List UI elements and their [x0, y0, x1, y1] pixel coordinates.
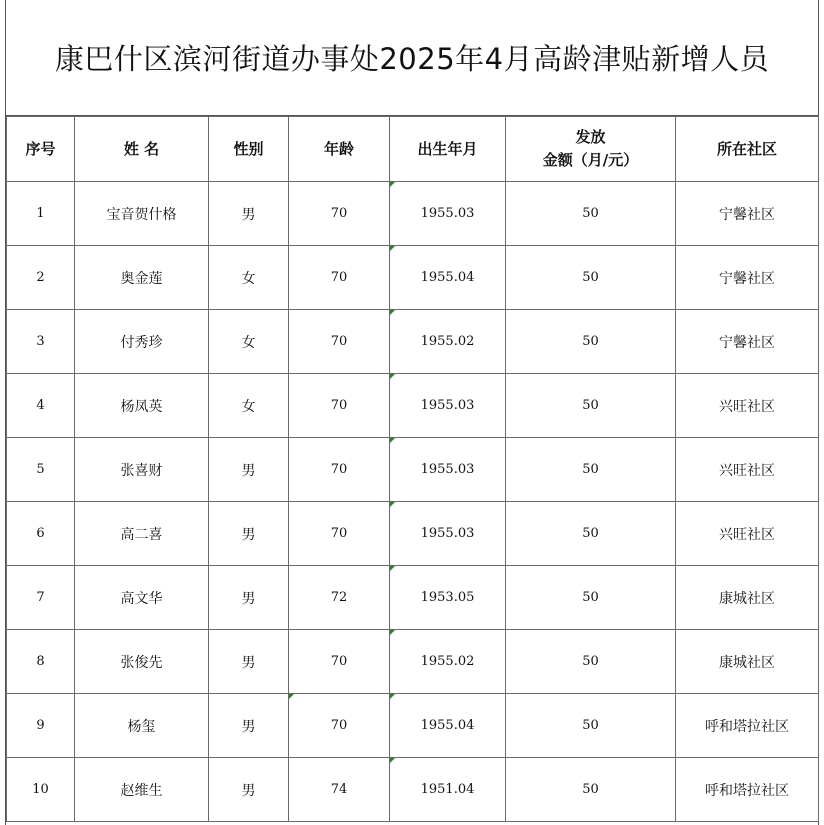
- header-gender: 性别: [209, 117, 289, 182]
- table-row: [7, 630, 819, 694]
- cell-community[interactable]: 康城社区: [676, 566, 819, 630]
- cell-index[interactable]: 6: [7, 502, 75, 566]
- cell-community[interactable]: 宁馨社区: [676, 182, 819, 246]
- cell-community[interactable]: 康城社区: [676, 630, 819, 694]
- cell-amount[interactable]: 50: [506, 374, 676, 438]
- subsidy-table: [6, 116, 819, 822]
- cell-marker: [390, 758, 395, 763]
- cell-age[interactable]: 72: [289, 566, 390, 630]
- cell-community[interactable]: 兴旺社区: [676, 502, 819, 566]
- table-row: [7, 438, 819, 502]
- cell-gender[interactable]: 男: [209, 502, 289, 566]
- cell-index[interactable]: 5: [7, 438, 75, 502]
- header-amount-line2: 金额（月/元）: [542, 151, 639, 169]
- table-row: [7, 694, 819, 758]
- cell-name[interactable]: 杨玺: [75, 694, 209, 758]
- cell-gender[interactable]: 女: [209, 310, 289, 374]
- cell-birth-text: 1953.05: [420, 590, 475, 605]
- cell-age[interactable]: 70: [289, 182, 390, 246]
- header-name: 姓 名: [75, 117, 209, 182]
- cell-birth-text: 1951.04: [420, 782, 475, 797]
- cell-amount[interactable]: 50: [506, 758, 676, 822]
- cell-community[interactable]: 呼和塔拉社区: [676, 758, 819, 822]
- cell-birth[interactable]: [390, 438, 506, 502]
- cell-birth-text: 1955.02: [420, 334, 475, 349]
- cell-index[interactable]: 4: [7, 374, 75, 438]
- cell-amount[interactable]: 50: [506, 694, 676, 758]
- cell-marker: [390, 246, 395, 251]
- spreadsheet-page: [5, 0, 819, 825]
- cell-birth[interactable]: [390, 630, 506, 694]
- cell-marker: [390, 182, 395, 187]
- cell-marker: [390, 374, 395, 379]
- header-amount-line1: 发放: [575, 128, 606, 146]
- cell-amount[interactable]: 50: [506, 630, 676, 694]
- header-row: [7, 117, 819, 182]
- cell-index[interactable]: 7: [7, 566, 75, 630]
- table-row: [7, 182, 819, 246]
- table-row: [7, 374, 819, 438]
- cell-amount[interactable]: 50: [506, 566, 676, 630]
- cell-birth[interactable]: [390, 566, 506, 630]
- cell-amount[interactable]: 50: [506, 246, 676, 310]
- cell-birth-text: 1955.03: [420, 398, 475, 413]
- cell-name[interactable]: 张俊先: [75, 630, 209, 694]
- cell-birth[interactable]: [390, 694, 506, 758]
- cell-community[interactable]: 兴旺社区: [676, 438, 819, 502]
- header-age: 年龄: [289, 117, 390, 182]
- cell-amount[interactable]: 50: [506, 182, 676, 246]
- cell-age[interactable]: 74: [289, 758, 390, 822]
- cell-index[interactable]: 9: [7, 694, 75, 758]
- cell-community[interactable]: 呼和塔拉社区: [676, 694, 819, 758]
- cell-age[interactable]: 70: [289, 630, 390, 694]
- page-title: 康巴什区滨河街道办事处2025年4月高龄津贴新增人员: [6, 0, 818, 116]
- cell-index[interactable]: 3: [7, 310, 75, 374]
- cell-gender[interactable]: 女: [209, 246, 289, 310]
- cell-name[interactable]: 赵维生: [75, 758, 209, 822]
- cell-birth[interactable]: [390, 374, 506, 438]
- cell-name[interactable]: 高二喜: [75, 502, 209, 566]
- cell-name[interactable]: 奥金莲: [75, 246, 209, 310]
- cell-age[interactable]: 70: [289, 502, 390, 566]
- cell-amount[interactable]: 50: [506, 310, 676, 374]
- cell-marker: [390, 694, 395, 699]
- cell-community[interactable]: 宁馨社区: [676, 246, 819, 310]
- cell-marker: [390, 630, 395, 635]
- cell-age[interactable]: 70: [289, 374, 390, 438]
- cell-index[interactable]: 8: [7, 630, 75, 694]
- cell-name[interactable]: 杨凤英: [75, 374, 209, 438]
- cell-age[interactable]: 70: [289, 310, 390, 374]
- cell-amount[interactable]: 50: [506, 502, 676, 566]
- table-row: [7, 758, 819, 822]
- cell-name[interactable]: 宝音贺什格: [75, 182, 209, 246]
- cell-community[interactable]: 宁馨社区: [676, 310, 819, 374]
- cell-name[interactable]: 付秀珍: [75, 310, 209, 374]
- cell-index[interactable]: 10: [7, 758, 75, 822]
- cell-gender[interactable]: 男: [209, 694, 289, 758]
- header-amount: [506, 117, 676, 182]
- cell-birth[interactable]: [390, 758, 506, 822]
- cell-birth[interactable]: [390, 502, 506, 566]
- cell-gender[interactable]: 男: [209, 630, 289, 694]
- cell-birth[interactable]: [390, 310, 506, 374]
- cell-marker: [390, 566, 395, 571]
- header-birth: 出生年月: [390, 117, 506, 182]
- cell-gender[interactable]: 男: [209, 758, 289, 822]
- cell-birth-text: 1955.03: [420, 526, 475, 541]
- cell-age[interactable]: 70: [289, 438, 390, 502]
- cell-gender[interactable]: 男: [209, 182, 289, 246]
- cell-age[interactable]: 70: [289, 246, 390, 310]
- cell-index[interactable]: 1: [7, 182, 75, 246]
- cell-gender[interactable]: 男: [209, 566, 289, 630]
- table-row: [7, 566, 819, 630]
- cell-community[interactable]: 兴旺社区: [676, 374, 819, 438]
- header-community: 所在社区: [676, 117, 819, 182]
- cell-marker: [390, 310, 395, 315]
- cell-birth-text: 1955.02: [420, 654, 475, 669]
- table-row: [7, 246, 819, 310]
- cell-age[interactable]: [289, 694, 390, 758]
- cell-birth-text: 1955.03: [420, 462, 475, 477]
- cell-birth-text: 1955.04: [420, 270, 475, 285]
- table-row: [7, 502, 819, 566]
- cell-age-text: 70: [330, 718, 348, 733]
- cell-gender[interactable]: 女: [209, 374, 289, 438]
- cell-birth[interactable]: [390, 182, 506, 246]
- cell-marker: [289, 694, 294, 699]
- cell-birth-text: 1955.03: [420, 206, 475, 221]
- cell-name[interactable]: 张喜财: [75, 438, 209, 502]
- cell-gender[interactable]: 男: [209, 438, 289, 502]
- cell-marker: [390, 502, 395, 507]
- cell-marker: [390, 438, 395, 443]
- cell-amount[interactable]: 50: [506, 438, 676, 502]
- cell-birth[interactable]: [390, 246, 506, 310]
- table-row: [7, 310, 819, 374]
- cell-birth-text: 1955.04: [420, 718, 475, 733]
- cell-name[interactable]: 高文华: [75, 566, 209, 630]
- header-index: 序号: [7, 117, 75, 182]
- cell-index[interactable]: 2: [7, 246, 75, 310]
